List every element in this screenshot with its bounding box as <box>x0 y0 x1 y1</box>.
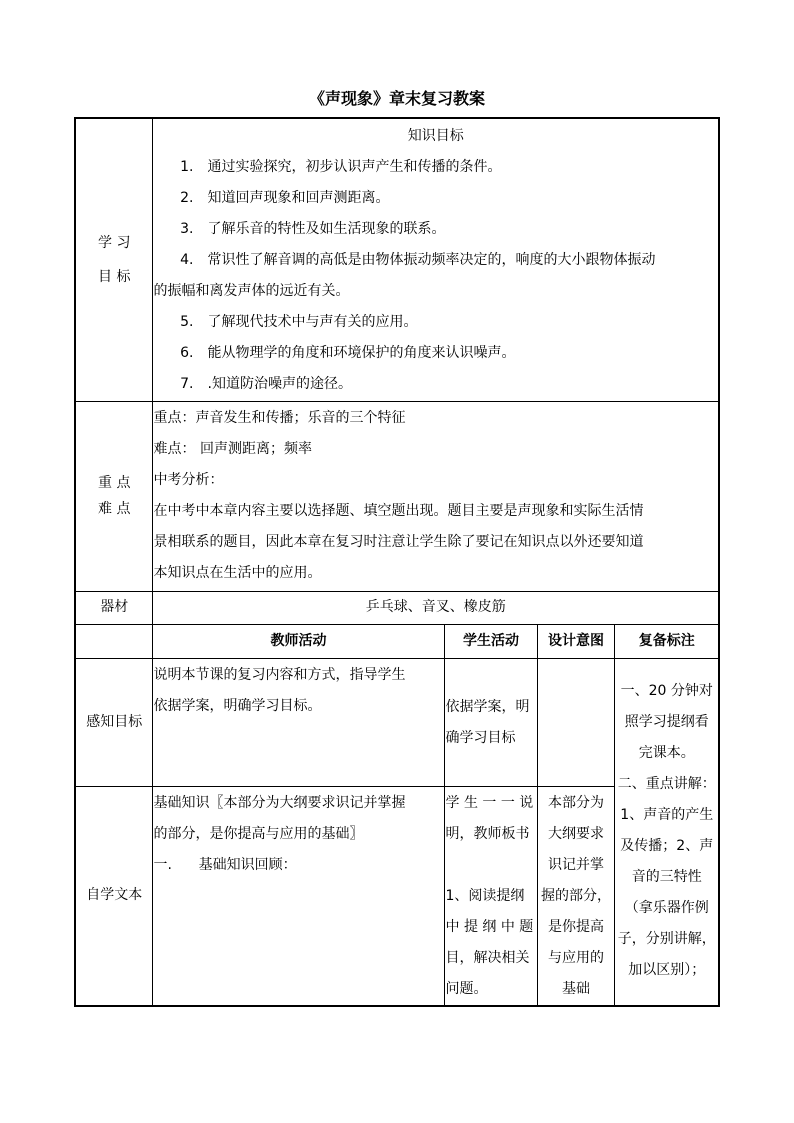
goal-num: 7. <box>180 376 194 392</box>
notes-line: 子，分别讲解， <box>617 930 716 947</box>
header-blank-cell <box>75 624 152 658</box>
exam-analysis-line: 景相联系的题目，因此本章在复习时注意让学生除了要记在知识点以外还要知道 <box>153 533 644 550</box>
teacher-line: 一. 基础知识回顾： <box>153 856 297 873</box>
student-line: 确学习目标 <box>445 729 516 746</box>
notes-line: 1、声音的产生 <box>620 806 714 823</box>
header-student: 学生活动 <box>444 624 537 658</box>
design-line: 握的部分， <box>541 887 611 904</box>
notes-line: 音的三特性 <box>631 868 702 885</box>
perceive-goals-row <box>75 658 719 786</box>
student-line: 目，解决相关 <box>445 949 530 966</box>
difficult-point: 难点： 回声测距离；频率 <box>153 440 312 457</box>
equipment-row <box>75 591 719 624</box>
equipment-value: 乒乓球、音叉、橡皮筋 <box>152 591 719 624</box>
design-line: 大纲要求 <box>548 825 604 842</box>
notes-line: 照学习提纲看 <box>624 713 709 730</box>
teacher-line: 的部分，是你提高与应用的基础〗 <box>153 825 364 842</box>
key-points-row <box>75 401 719 591</box>
design-line: 是你提高 <box>548 918 604 935</box>
key-label-line: 重 点 <box>98 475 131 491</box>
student-line: 问题。 <box>445 980 488 997</box>
student-line: 依据学案，明 <box>445 698 530 715</box>
goal-item-continued: 的振幅和离发声体的远近有关。 <box>153 283 350 299</box>
goal-text: 常识性了解音调的高低是由物体振动频率决定的，响度的大小跟物体振动 <box>207 252 656 268</box>
lesson-plan-table <box>74 117 720 1007</box>
key-points-label <box>75 401 152 591</box>
header-design: 设计意图 <box>537 624 614 658</box>
key-point: 重点：声音发生和传播；乐音的三个特征 <box>153 409 406 426</box>
page-title: 《声现象》章末复习教案 <box>308 89 485 108</box>
notes-line: 二、重点讲解： <box>617 775 716 792</box>
design-line: 识记并掌 <box>548 856 604 873</box>
self-study-design-cell <box>537 786 614 1006</box>
student-line <box>446 850 537 881</box>
goal-text: 了解现代技术中与声有关的应用。 <box>207 314 418 330</box>
design-line: 本部分为 <box>548 794 604 811</box>
equipment-label: 器材 <box>75 591 152 624</box>
key-points-content <box>152 401 719 591</box>
goal-num: 1. <box>180 159 194 175</box>
goals-label-line: 目 标 <box>98 268 131 285</box>
notes-line: 加以区别）； <box>628 961 706 978</box>
goals-row <box>75 118 719 401</box>
goal-item <box>154 338 719 369</box>
notes-line: 一、20 分钟对 <box>620 682 713 699</box>
goal-num: 5. <box>180 314 194 330</box>
goals-content <box>152 118 719 401</box>
design-line: 基础 <box>562 980 590 997</box>
teacher-line: 依据学案，明确学习目标。 <box>153 697 322 714</box>
notes-line: （拿乐器作例 <box>624 899 709 916</box>
perceive-teacher-cell <box>152 658 444 786</box>
goal-num: 3. <box>180 221 194 237</box>
student-line: 学 生 一 一 说 <box>445 794 534 811</box>
goal-item <box>154 214 719 245</box>
goal-item <box>154 245 719 276</box>
notes-line: 及传播；2、声 <box>620 837 714 854</box>
goals-label <box>75 118 152 401</box>
student-line: 明，教师板书 <box>445 825 530 842</box>
goal-item <box>154 152 719 183</box>
goal-text: .知道防治噪声的途径。 <box>207 376 352 392</box>
header-notes: 复备标注 <box>614 624 719 658</box>
exam-analysis-label: 中考分析： <box>153 471 224 488</box>
activity-header-row <box>75 624 719 658</box>
teacher-line: 说明本节课的复习内容和方式，指导学生 <box>153 666 406 683</box>
goal-num: 4. <box>180 252 194 268</box>
goals-label-line: 学 习 <box>98 234 131 251</box>
self-study-student-cell <box>444 786 537 1006</box>
goal-item <box>154 183 719 214</box>
design-line: 与应用的 <box>548 949 604 966</box>
notes-line: 完课本。 <box>638 744 695 761</box>
goal-text: 知道回声现象和回声测距离。 <box>207 190 390 206</box>
student-line: 1、阅读提纲 <box>445 887 525 904</box>
self-study-label: 自学文本 <box>75 786 152 1006</box>
header-teacher: 教师活动 <box>152 624 444 658</box>
exam-analysis-line: 本知识点在生活中的应用。 <box>153 564 322 581</box>
perceive-goals-label: 感知目标 <box>75 658 152 786</box>
goal-num: 2. <box>180 190 194 206</box>
exam-analysis-line: 在中考中本章内容主要以选择题、填空题出现。题目主要是声现象和实际生活情 <box>153 502 644 519</box>
goal-item <box>154 369 719 400</box>
goal-item <box>154 307 719 338</box>
key-label-line: 难 点 <box>98 501 131 517</box>
teacher-line: 基础知识〖本部分为大纲要求识记并掌握 <box>153 794 406 811</box>
goals-heading: 知识目标 <box>407 128 464 144</box>
self-study-teacher-cell <box>152 786 444 1006</box>
student-line: 中 提 纲 中 题 <box>445 918 534 935</box>
goal-num: 6. <box>180 345 194 361</box>
perceive-student-cell <box>444 658 537 786</box>
goal-text: 了解乐音的特性及如生活现象的联系。 <box>207 221 446 237</box>
notes-cell <box>614 658 719 1006</box>
perceive-design-cell <box>537 658 614 786</box>
goal-text: 能从物理学的角度和环境保护的角度来认识噪声。 <box>207 345 516 361</box>
goal-text: 通过实验探究，初步认识声产生和传播的条件。 <box>207 159 502 175</box>
